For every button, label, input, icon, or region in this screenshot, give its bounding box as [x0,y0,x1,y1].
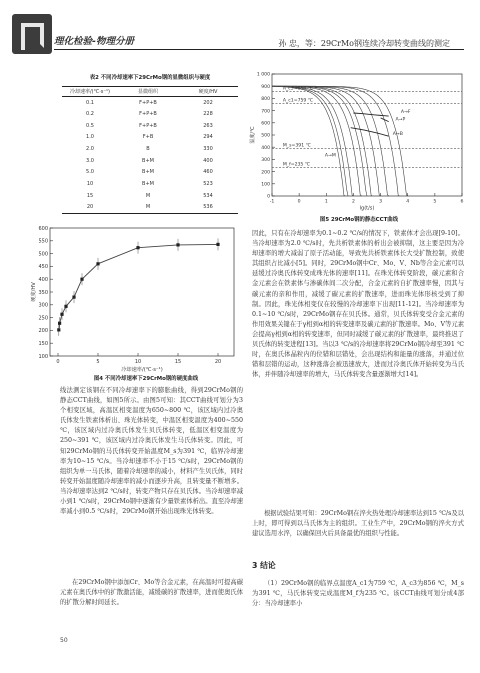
x-tick-label: -1 [269,199,275,205]
table-cell: 5.0 [86,169,94,176]
y-tick-label: 550 [38,238,48,245]
y-tick-label: 900 [261,84,270,90]
y-tick-label: 100 [261,182,270,188]
table-cell: 0.2 [86,111,94,118]
x-tick-label: 6 [460,199,464,205]
y-tick-label: 700 [261,109,270,115]
y-tick-label: 0 [267,194,270,200]
region-label-af: A→F [400,110,411,116]
data-point [96,262,99,265]
x-tick-label: 2 [351,199,355,205]
y-axis-label: 温度/℃ [250,126,256,144]
hardness-table [62,86,238,214]
table-row [62,143,238,155]
y-tick-label: 500 [261,133,270,139]
x-tick-label: 20 [214,359,222,365]
page-header [0,0,480,62]
table-row [62,97,238,109]
table-cell: 15 [86,192,94,199]
y-tick-label: 150 [38,341,48,347]
data-point [136,246,139,249]
table-cell: 0.5 [86,122,94,129]
right-paragraph-1: 因此，只有在冷却速率为0.1~0.2 ℃/s的情况下，铁素体才会出现[9-10]。当冷却速率为2.0 ℃/s时，先共析铁素体的析出会被抑制，这主要是因为冷却速率的增大减弱了原子活动能，导致先共析铁素体长大受扩散控制，致使其组织占比减小[5]。同时，29CrMo钢中Cr、Mo、V、Nb等合金元素可以延缓过冷奥氏体转变成珠光体的速率[11]。在珠光体转变阶段，碳元素和合金元素会在铁素体与渗碳体间二次分配，合金元素的自扩散速率慢，因其与碳元素的亲和作用，减缓了碳元素的扩散速率，进而珠光体形核受到了抑制。因此，珠光体相变仅在较慢的冷却速率下出现[11-12]。当冷却速率为0.1~10 ℃/s时，29CrMo钢存在贝氏体。通常，贝氏体转变受合金元素的作用效果关键在于γ相到α相的转变速率及碳元素的扩散速率。Mo、V等元素会提高γ相到α相的转变速率，但同时减缓了碳元素的扩散速率，最终推迟了贝氏体的转变进程[13]。当以3 ℃/s的冷却速率将29CrMo钢冷却至391 ℃时，在奥氏体晶粒内的位错和层错处，会出现结构和能量的涨落，并通过位错和层错的运动，这种涨落会被迅速放大，进而过冷奥氏体开始转变为马氏体，并伴随冷却速率的增大，马氏体转变含量逐渐增大[14]。 [252,230,464,379]
hardness-line [59,244,218,330]
table-header-row [62,87,238,97]
ac1-label: A_c1=759 ℃ [282,98,313,104]
table-row [62,167,238,179]
table-cell: 536 [178,202,238,214]
data-point [58,322,61,325]
left-paragraph-2: 在29CrMo钢中添加Cr、Mo等合金元素，在高温时可提高碳元素在奥氏体中的扩散激活能，减缓碳的扩散速率，进而使奥氏体的扩散分解时间延长。 [60,579,243,607]
data-point [72,296,75,299]
data-point [60,313,63,316]
table-row [62,178,238,190]
table-cell: F+B [142,134,154,141]
table-row [62,132,238,144]
y-tick-label: 250 [38,315,48,322]
x-tick-label: 5 [96,359,100,365]
right-paragraph-2: 根据试验结果可知：29CrMo钢在淬火热处理冷却速率达到15 ℃/s及以上时，即可得到以马氏体为主的组织。工业生产中，29CrMo钢的淬火方式建议选用水淬，以确保回火后具备最优的组织与性能。 [252,510,464,538]
table-row [62,202,238,214]
data-point [216,243,219,246]
x-axis-label: 冷却速率/(℃·s⁻¹) [121,367,163,372]
ac3-label: A_c3=856 ℃ [282,86,313,92]
table-header-cell: 硬度/HV [178,87,238,97]
table-row [62,108,238,120]
header-rule [54,49,464,50]
x-tick-label: 4 [406,199,410,205]
x-tick-label: 1 [324,199,328,205]
x-tick-label: 5 [433,199,437,205]
table-cell: B+M [142,157,154,164]
table-cell: 10 [86,181,94,188]
page-number: 50 [60,637,68,644]
table-cell: 534 [203,192,213,199]
y-tick-label: 450 [38,264,48,271]
table-cell: F+P+B [139,111,157,118]
table-row [62,120,238,132]
y-axis-label: 硬度/HV [31,282,37,302]
journal-name: 理化检验-物理分册 [54,36,134,47]
table-cell: 400 [203,157,213,164]
cct-chart [248,70,468,214]
y-tick-label: 200 [261,170,270,176]
table-cell: 228 [203,111,213,118]
table-cell: 1.0 [86,134,94,141]
x-tick-label: 10 [134,359,142,365]
table-cell: 460 [203,169,213,176]
table-cell: 294 [203,134,213,141]
x-tick-label: 0 [56,359,60,365]
table-cell: M [145,192,151,199]
x-tick-label: 3 [379,199,383,205]
y-tick-label: 1 000 [256,72,270,78]
y-tick-label: 300 [38,302,48,309]
table-caption: 表2 不同冷却速率下29CrMo钢的显微组织与硬度 [89,75,211,81]
figure4-caption: 图4 不同冷却速率下29CrMo钢的硬度曲线 [93,376,199,382]
x-tick-label: 15 [174,359,182,365]
table-cell: 0.1 [86,99,94,106]
table-row [62,190,238,202]
data-point [80,278,83,281]
section-heading-conclusion: 3 结论 [252,561,276,570]
plot-frame [272,74,462,196]
data-point [64,305,67,308]
y-tick-label: 400 [261,145,270,151]
table-header-cell: 显微组织 [118,87,178,97]
table-cell: 330 [203,146,213,153]
y-tick-label: 200 [38,328,48,335]
table-row [62,155,238,167]
journal-logo [12,14,52,54]
data-point [57,328,60,331]
table-cell: B+M [142,169,154,176]
left-paragraph-1: 线法测定该钢在不同冷却速率下的膨胀曲线，得到29CrMo钢的静态CCT曲线，如图5所示。由图5可知：其CCT曲线可划分为3个相变区域，高温区相变温度为650~800 ℃，该区域内过冷奥氏体发生铁素体析出、珠光体转变，中温区相变温度为400~550 ℃，该区域内过冷奥氏体发生贝氏体转变，低温区相变温度为250~391 ℃，该区域内过冷奥氏体发生马氏体转变。因此，可知29CrMo钢的马氏体转变开始温度M_s为391 ℃，临界冷却速率为10~15 ℃/s。当冷却速率不小于15 ℃/s时，29CrMo钢的组织为单一马氏体，随着冷却速率的减小，材料产生贝氏体，同时转变开始温度随冷却速率的减小而逐步升高，且转变量不断增多。当冷却速率达到2 ℃/s时，转变产物只存在贝氏体。当冷却速率减小到1 ℃/s时，29CrMo钢中逐渐有少量铁素体析出。直至冷却速率减小到0.5 ℃/s时，29CrMo钢开始出现珠光体转变。 [60,387,244,516]
y-tick-label: 350 [38,289,48,296]
table-cell: 263 [203,122,213,129]
region-label-ab: A→B [392,132,403,137]
y-tick-label: 500 [38,251,48,258]
y-tick-label: 100 [38,353,48,360]
table-cell: F+P+B [139,99,157,106]
table-cell: F+P+B [139,122,157,129]
y-tick-label: 600 [261,121,270,127]
table-header-cell: 冷却速率/(℃·s⁻¹) [62,87,118,97]
table-cell: 2.0 [86,146,94,153]
x-axis-label: lg(t/s) [359,205,375,212]
table-cell: 202 [203,99,213,106]
x-tick-label: 0 [297,199,301,205]
table-cell: B+M [142,181,154,188]
table-cell: B [146,146,150,153]
y-tick-label: 800 [261,97,270,103]
region-label-am: A→M [324,153,336,159]
table-cell: M [118,202,178,214]
mf-label: M_f=235 ℃ [282,162,310,168]
y-tick-label: 600 [38,225,48,232]
y-tick-label: 400 [38,277,48,283]
right-paragraph-3: （1）29CrMo钢的临界点温度A_c1为759 ℃，A_c3为856 ℃，M_s为391 ℃，马氏体转变完成温度M_f为235 ℃。该CCT曲线可划分成4部分：当冷却速率小 [252,580,464,608]
table-cell: 3.0 [86,157,94,164]
table-cell: 20 [62,202,118,214]
ms-label: M_s=391 ℃ [282,143,311,149]
data-point [176,243,179,246]
hardness-chart [28,222,242,372]
table-cell: 523 [203,181,213,188]
figure5-caption: 图5 29CrMo钢的静态CCT曲线 [319,217,399,223]
region-label-ap: A→P [395,117,406,123]
y-tick-label: 300 [261,158,270,164]
running-title: 孙 忠，等：29CrMo钢连续冷却转变曲线的测定 [278,39,450,48]
